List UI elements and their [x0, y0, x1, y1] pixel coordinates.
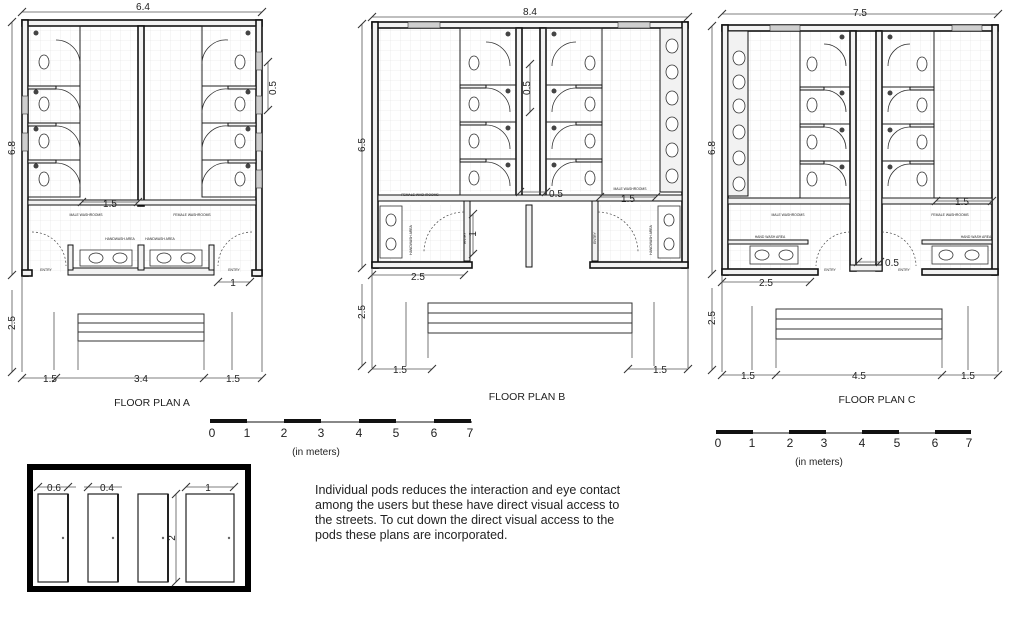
- plan-a-bench-length-label: 3.4: [134, 374, 148, 385]
- plan-b-room-label: HANDWASH AREA: [649, 225, 653, 255]
- plan-b-sidewalk-left-label: 1.5: [393, 365, 407, 376]
- plan-b-door-width-label: 1: [468, 231, 479, 237]
- scale-unit-label: (in meters): [795, 457, 843, 468]
- scale-tick: 5: [893, 436, 901, 450]
- scale-tick: 1: [748, 436, 756, 450]
- scale-tick: 2: [786, 436, 794, 450]
- plan-a-room-label: HANDWASH AREA: [145, 237, 175, 241]
- scale-tick: 0: [208, 426, 216, 440]
- pod-detail: [30, 467, 248, 589]
- plan-a-sidewalk-right-label: 1.5: [226, 374, 240, 385]
- scale-tick: 6: [430, 426, 438, 440]
- plan-a-room-label: ENTRY: [40, 268, 52, 272]
- plan-c-sidewalk-right-label: 1.5: [961, 371, 975, 382]
- plan-b-height-label: 6.5: [357, 138, 368, 152]
- scale-tick: 7: [965, 436, 973, 450]
- plan-a-section-width-label: 1.5: [103, 199, 117, 210]
- plan-c-room-label: MALE WASHROOMS: [771, 213, 805, 217]
- plan-b-corridor-label: 0.5: [549, 189, 563, 200]
- pod-detail-depth-label: 2: [167, 535, 178, 541]
- scale-tick: 4: [355, 426, 363, 440]
- plan-a-room-label: HANDWASH AREA: [105, 237, 135, 241]
- plan-a-room-label: FEMALE WASHROOMS: [173, 213, 211, 217]
- plan-b-room-label: ENTRY: [593, 232, 597, 244]
- plan-c-room-label: HAND WASH AREA: [960, 235, 992, 239]
- plan-b-width-label: 8.4: [523, 7, 537, 18]
- scale-tick: 6: [931, 436, 939, 450]
- plan-a-room-label: MALE WASHROOMS: [69, 213, 103, 217]
- plan-c-corridor-label: 0.5: [885, 258, 899, 269]
- pod-detail-width-label: 0.4: [100, 483, 114, 494]
- scale-tick: 3: [820, 436, 828, 450]
- plan-c-height-label: 6.8: [707, 141, 718, 155]
- plan-c-room-label: ENTRY: [898, 268, 910, 272]
- plan-b-room-label: HANDWASH AREA: [409, 225, 413, 255]
- plan-a-sidewalk-left-label: 1.5: [43, 374, 57, 385]
- plan-a-height-label: 6.8: [7, 141, 18, 155]
- plan-a-title: FLOOR PLAN A: [114, 397, 190, 409]
- scale-tick: 4: [858, 436, 866, 450]
- plan-b-pod-depth-label: 0.5: [522, 81, 533, 95]
- plan-b-section-width-label: 1.5: [621, 194, 635, 205]
- plan-c-room-label: ENTRY: [824, 268, 836, 272]
- plan-c-room-label: FEMALE WASHROOMS: [931, 213, 969, 217]
- design-note: Individual pods reduces the interaction and eye contact among the users but these have direct visual access to the streets. To cut down the direct visual access to the pods these plans are incorporated.: [315, 483, 621, 542]
- plan-b-approach-label: 2.5: [357, 305, 368, 319]
- plan-c-section-width-label: 1.5: [955, 197, 969, 208]
- scale-tick: 3: [317, 426, 325, 440]
- scale-bar-right: [715, 430, 973, 468]
- plan-b-room-label: MALE WASHROOMS: [613, 187, 647, 191]
- scale-unit-label: (in meters): [292, 447, 340, 458]
- plan-b-sidewalk-right-label: 1.5: [653, 365, 667, 376]
- scale-tick: 1: [243, 426, 251, 440]
- floor-plan-c: [707, 8, 1002, 406]
- pod-detail-width-label: 1: [205, 483, 211, 494]
- plan-b-washroom-width-label: 2.5: [411, 272, 425, 283]
- plan-b-room-label: ENTRY: [463, 232, 467, 244]
- plan-b-title: FLOOR PLAN B: [488, 391, 566, 403]
- plan-b-room-label: FEMALE WASHROOMS: [401, 193, 439, 197]
- floor-plan-b: [357, 7, 692, 403]
- scale-tick: 7: [466, 426, 474, 440]
- plan-a-room-label: ENTRY: [228, 268, 240, 272]
- scale-tick: 5: [392, 426, 400, 440]
- plan-c-approach-label: 2.5: [707, 311, 718, 325]
- scale-bar-left: [209, 419, 474, 458]
- plan-a-pod-depth-label: 0.5: [268, 81, 279, 95]
- plan-c-bench-length-label: 4.5: [852, 371, 866, 382]
- plan-c-washroom-width-label: 2.5: [759, 278, 773, 289]
- plan-a-approach-label: 2.5: [7, 316, 18, 330]
- scale-tick: 2: [280, 426, 288, 440]
- scale-tick: 0: [714, 436, 722, 450]
- plan-c-width-label: 7.5: [853, 8, 867, 19]
- plan-a-door-width-label: 1: [230, 278, 236, 289]
- floor-plan-a: [7, 2, 279, 409]
- pod-detail-width-label: 0.6: [47, 483, 61, 494]
- plan-c-sidewalk-left-label: 1.5: [741, 371, 755, 382]
- plan-c-title: FLOOR PLAN C: [838, 394, 916, 406]
- plan-c-room-label: HAND WASH AREA: [754, 235, 786, 239]
- plan-a-width-label: 6.4: [136, 2, 150, 13]
